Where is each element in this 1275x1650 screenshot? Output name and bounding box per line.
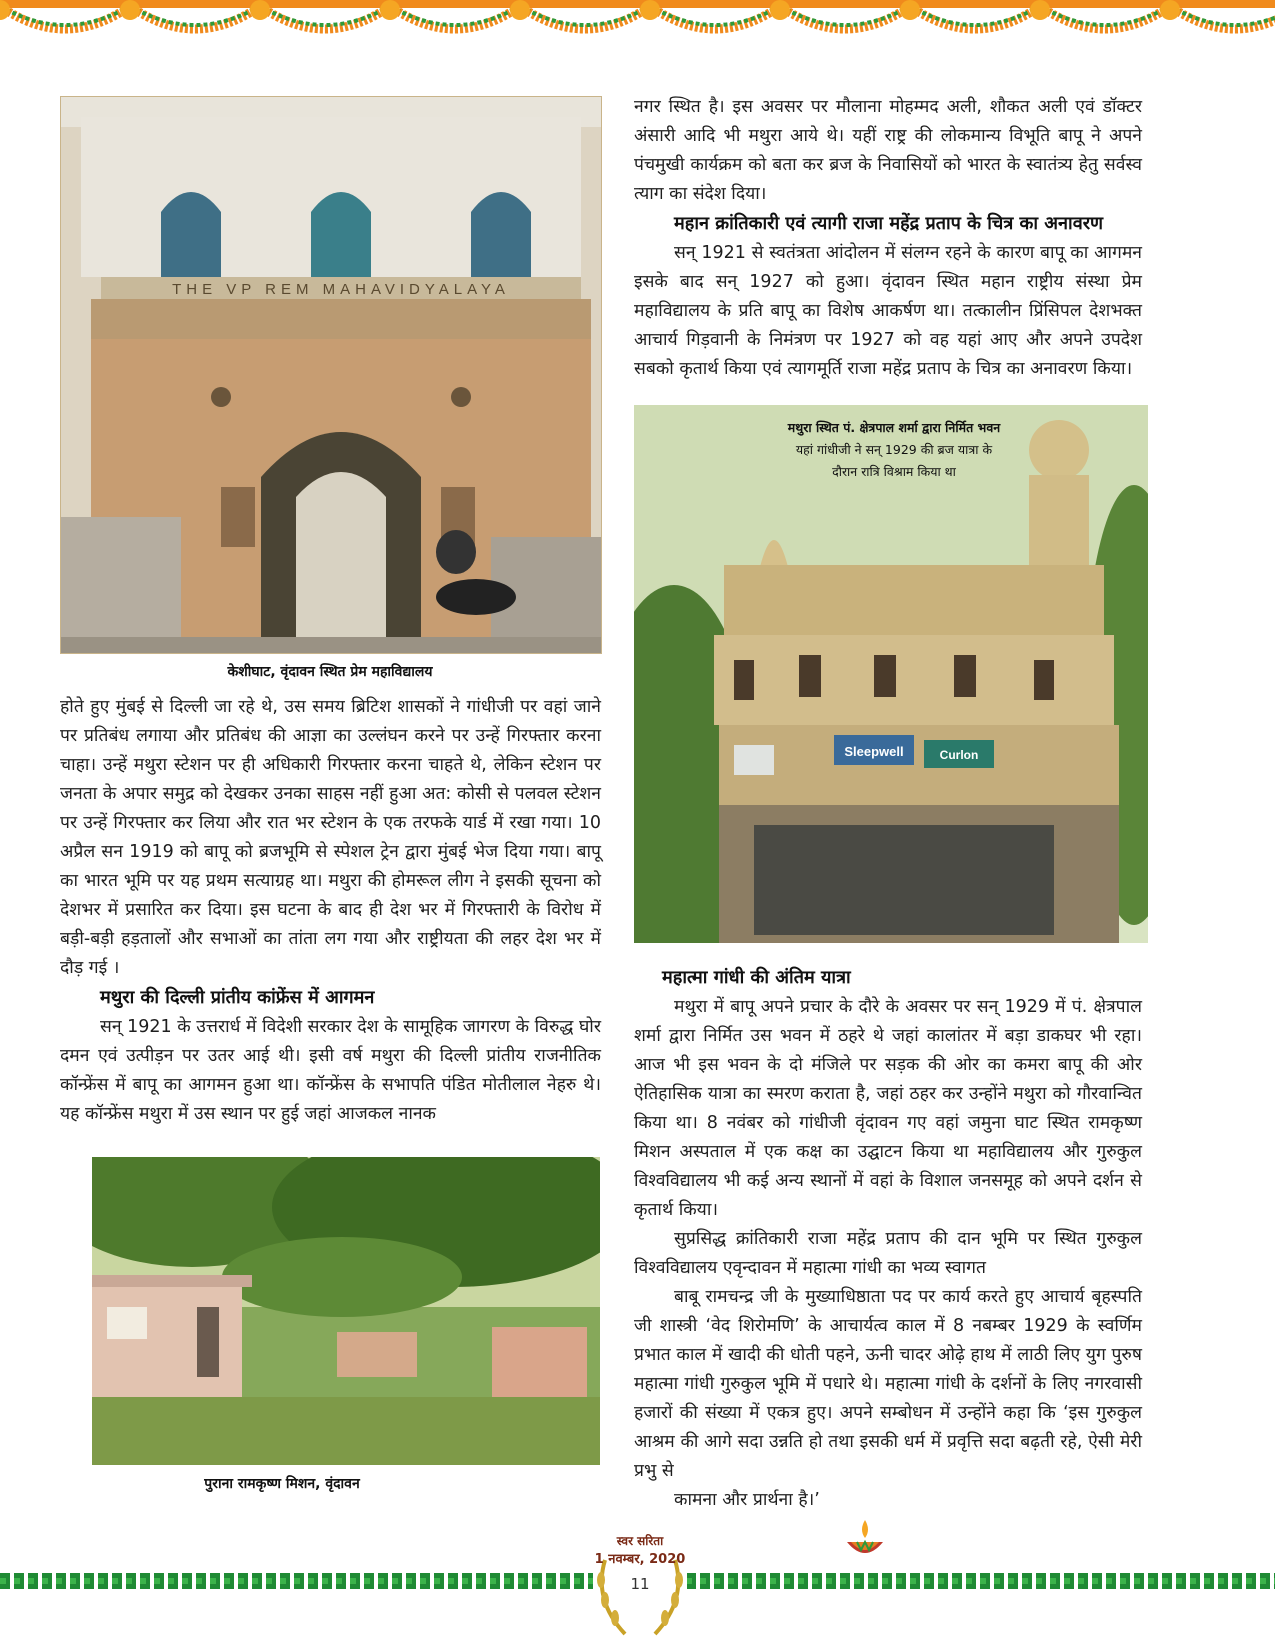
curlon-sign: Curlon xyxy=(939,748,979,762)
right-column-bottom-text xyxy=(634,963,1142,1515)
sleepwell-sign: Sleepwell xyxy=(844,744,904,759)
right-column-top-text xyxy=(634,93,1142,384)
ramakrishna-mission-photo xyxy=(92,1157,600,1465)
right-paragraph-4: बाबू रामचन्द्र जी के मुख्याधिष्ठाता पद पर कार्य करते हुए आचार्य बृहस्पति जी शास्त्री ‘वेद शिरोमणि’ के आचार्यत्व काल में 8 नबम्बर 1929 के स्वर्णिम प्रभात काल में खादी की धोती पहने, ऊनी चादर ओढ़े हाथ में लाठी लिए युग पुरुष महात्मा गांधी गुरुकुल भूमि में पधारे थे। महात्मा गांधी के दर्शनों के लिए नगरवासी हजारों की संख्या में एकत्र हुए। अपने सम्बोधन में उन्होंने कहा कि ‘इस गुरुकुल आश्रम की आगे सदा उन्नति हो तथा इसकी धर्म में प्रवृत्ति सदा बढ़ती रहे, ऐसी मेरी प्रभु से xyxy=(634,1287,1142,1481)
left-column-text xyxy=(60,693,601,1129)
left-paragraph-1: होते हुए मुंबई से दिल्ली जा रहे थे, उस समय ब्रिटिश शासकों ने गांधीजी पर वहां जाने पर प्रतिबंध लगाया और प्रतिबंध की आज्ञा का उल्लंघन करने पर उन्हें गिरफ्तार करना चाहा। उन्हें मथुरा स्टेशन पर ही अधिकारी गिरफ्तार करना चाहते थे, लेकिन स्टेशन पर जनता के अपार समुद्र को देखकर उनका साहस नहीं हुआ अत: कोसी से पलवल स्टेशन पर उन्हें गिरफ्तार कर लिया और रात भर स्टेशन के एक तरफके यार्ड में रखा गया। 10 अप्रैल सन 1919 को बापू को ब्रजभूमि से स्पेशल ट्रेन द्वारा मुंबई भेज दिया गया। बापू का भारत भूमि पर यह प्रथम सत्याग्रह था। मथुरा की होमरूल लीग ने इसकी सूचना को देशभर में प्रसारित कर दिया। इस घटना के बाद ही देश भर में गिरफ्तारी के विरोध में बड़ी-बड़ी हड़तालों और सभाओं का तांता लग गया और राष्ट्रीयता की लहर देश भर में दौड़ गई । xyxy=(60,697,601,978)
photo2-caption: पुराना रामकृष्ण मिशन, वृंदावन xyxy=(204,1476,360,1492)
photo3-caption-title: मथुरा स्थित पं. क्षेत्रपाल शर्मा द्वारा निर्मित भवन xyxy=(787,420,1001,435)
photo1-caption: केशीघाट, वृंदावन स्थित प्रेम महाविद्यालय xyxy=(227,664,433,680)
issue-date: 1 नवम्बर, 2020 xyxy=(594,1552,686,1567)
photo3-caption-line3: दौरान रात्रि विश्राम किया था xyxy=(832,464,956,479)
kshetrapal-sharma-bhawan-photo xyxy=(634,405,1148,943)
left-paragraph-2: सन् 1921 के उत्तरार्ध में विदेशी सरकार देश के सामूहिक जागरण के विरुद्ध घोर दमन एवं उत्पीड़न पर उतर आई थी। इसी वर्ष मथुरा की दिल्ली प्रांतीय राजनीतिक कॉन्फ्रेंस में बापू का आगमन हुआ था। कॉन्फ्रेंस के सभापति पंडित मोतीलाल नेहरु थे। यह कॉन्फ्रेंस मथुरा में उस स्थान पर हुई जहां आजकल नानक xyxy=(60,1017,601,1124)
photo3-caption xyxy=(694,417,1094,483)
marigold-garland-top xyxy=(0,0,1275,56)
magazine-footer-logo xyxy=(585,1530,695,1640)
right-paragraph-2: मथुरा में बापू अपने प्रचार के दौरे के अवसर पर सन् 1929 में पं. क्षेत्रपाल शर्मा द्वारा निर्मित उस भवन में ठहरे थे जहां कालांतर में बड़ा डाकघर भी रहा। आज भी इस भवन के दो मंजिले पर सड़क की ओर का कमरा बापू की ओर ऐतिहासिक यात्रा का स्मरण कराता है, जहां ठहर कर उन्होंने मथुरा को गौरवान्वित किया था। 8 नवंबर को गांधीजी वृंदावन गए वहां जमुना घाट स्थित रामकृष्ण मिशन अस्पताल में एक कक्ष का उद्घाटन किया था महाविद्यालय और गुरुकुल विश्वविद्यालय भी कई अन्य स्थानों में वहां के विशाल जनसमूह को अपने दर्शन से कृतार्थ किया। xyxy=(634,997,1142,1220)
mahavidyalaya-sign: THE VP REM MAHAVIDYALAYA xyxy=(172,281,510,298)
magazine-name: स्वर सरिता xyxy=(616,1534,664,1548)
diya-lamp-icon xyxy=(843,1518,887,1564)
right-paragraph-0: नगर स्थित है। इस अवसर पर मौलाना मोहम्मद अली, शौकत अली एवं डॉक्टर अंसारी आदि भी मथुरा आये थे। यहीं राष्ट्र की लोकमान्य विभूति बापू ने अपने पंचमुखी कार्यक्रम को बता कर ब्रज के निवासियों को भारत के स्वातंत्र्य हेतु सर्वस्व त्याग का संदेश दिया। xyxy=(634,97,1142,204)
right-paragraph-5: कामना और प्रार्थना है।’ xyxy=(674,1490,820,1510)
right-paragraph-1: सन् 1921 से स्वतंत्रता आंदोलन में संलग्न रहने के कारण बापू का आगमन इसके बाद सन् 1927 को हुआ। वृंदावन स्थित महान राष्ट्रीय संस्था प्रेम महाविद्यालय के प्रति बापू का विशेष आकर्षण था। तत्कालीन प्रिंसिपल देशभक्त आचार्य गिड़वानी के निमंत्रण पर 1927 को वह यहां आए और अपने उपदेश सबको कृतार्थ किया एवं त्यागमूर्ति राजा महेंद्र प्रताप के चित्र का अनावरण किया। xyxy=(634,243,1142,379)
right-heading-final-journey: महात्मा गांधी की अंतिम यात्रा xyxy=(662,967,851,988)
page-number: 11 xyxy=(630,1575,650,1593)
left-heading-delhi-conference: मथुरा की दिल्ली प्रांतीय कांफ्रेंस में आगमन xyxy=(100,987,375,1008)
right-heading-portrait-unveiling: महान क्रांतिकारी एवं त्यागी राजा महेंद्र प्रताप के चित्र का अनावरण xyxy=(674,213,1104,234)
prem-mahavidyalaya-photo xyxy=(60,96,602,654)
photo3-caption-line2: यहां गांधीजी ने सन् 1929 की ब्रज यात्रा के xyxy=(795,442,993,457)
right-paragraph-3: सुप्रसिद्ध क्रांतिकारी राजा महेंद्र प्रताप की दान भूमि पर स्थित गुरुकुल विश्वविद्यालय एवृन्दावन में महात्मा गांधी का भव्य स्वागत xyxy=(634,1229,1142,1278)
